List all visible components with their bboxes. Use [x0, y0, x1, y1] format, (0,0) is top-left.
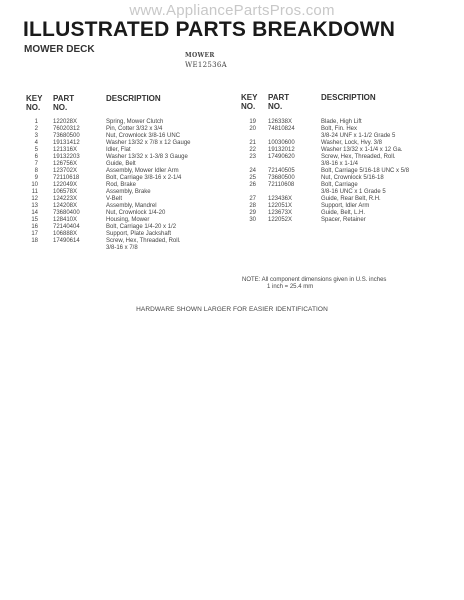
part-description: Support, Idler Arm — [321, 203, 370, 209]
part-no: 72140404 — [53, 224, 80, 230]
key-no: 19 — [249, 119, 256, 125]
part-no: 72110618 — [53, 175, 80, 181]
part-description: Support, Plate Jackshaft — [106, 231, 172, 237]
part-no: 73680400 — [53, 210, 80, 216]
part-description: Rod, Brake — [106, 182, 137, 188]
part-no: 72110608 — [268, 182, 295, 188]
note-line-2: 1 inch = 25.4 mm — [267, 284, 314, 290]
key-no: 27 — [249, 196, 256, 202]
part-description: Guide, Belt, L.H. — [321, 210, 366, 216]
part-description: Spacer, Retainer — [321, 217, 366, 223]
part-no: 19132203 — [53, 154, 80, 160]
header-description: DESCRIPTION — [106, 94, 161, 103]
key-no: 8 — [34, 168, 38, 174]
part-description: V-Belt — [106, 196, 123, 202]
part-description: Bolt, Carriage 1/4-20 x 1/2 — [106, 224, 177, 230]
key-no: 9 — [34, 175, 38, 181]
part-no: 122028X — [53, 119, 78, 125]
part-no: 17490614 — [53, 238, 80, 244]
part-description: Nut, Crownlock 3/8-16 UNC — [106, 133, 181, 139]
part-no: 126338X — [268, 119, 293, 125]
part-description: Screw, Hex, Threaded, Roll. 3/8-16 x 1-1/4 — [321, 154, 396, 167]
part-no: 122052X — [268, 217, 293, 223]
part-no: 17490620 — [268, 154, 295, 160]
part-description: Idler, Flat — [106, 147, 131, 153]
part-description: Washer 13/32 x 1-1/4 x 12 Ga. — [321, 147, 403, 153]
key-no: 18 — [31, 238, 38, 244]
part-description: Pin, Cotter 3/32 x 3/4 — [106, 126, 163, 132]
part-description: Washer, Lock, Hvy. 3/8 — [321, 140, 383, 146]
part-no: 73680500 — [53, 133, 80, 139]
key-no: 25 — [249, 175, 256, 181]
key-no: 22 — [249, 147, 256, 153]
part-description: Housing, Mower — [106, 217, 150, 223]
key-no: 23 — [249, 154, 256, 160]
key-no: 6 — [34, 154, 38, 160]
part-description: Assembly, Mandrel — [106, 203, 157, 209]
part-description: Guide, Belt — [106, 161, 136, 167]
key-no: 7 — [34, 161, 38, 167]
key-no: 5 — [34, 147, 38, 153]
key-no: 11 — [31, 189, 38, 195]
part-no: 123673X — [268, 210, 293, 216]
part-description: Assembly, Brake — [106, 189, 151, 195]
header-key-no: KEY NO. — [26, 94, 43, 112]
key-no: 29 — [249, 210, 256, 216]
part-no: 106578X — [53, 189, 78, 195]
key-no: 10 — [31, 182, 38, 188]
key-no: 12 — [31, 196, 38, 202]
part-no: 19132012 — [268, 147, 295, 153]
part-description: Nut, Crownlock 5/16-18 — [321, 175, 384, 181]
header-key-no-right: KEY NO. — [241, 93, 258, 111]
part-no: 123436X — [268, 196, 293, 202]
part-no: 123702X — [53, 168, 78, 174]
part-description: Bolt, Carriage 5/16-18 UNC x 5/8 — [321, 168, 410, 174]
part-description: Guide, Rear Belt, R.H. — [321, 196, 381, 202]
header-part-no-right: PART NO. — [268, 93, 290, 111]
key-no: 24 — [249, 168, 256, 174]
key-no: 17 — [31, 231, 38, 237]
part-no: 122051X — [268, 203, 293, 209]
part-description: Assembly, Mower Idler Arm — [106, 168, 179, 174]
header-part-no: PART NO. — [53, 94, 75, 112]
key-no: 30 — [249, 217, 256, 223]
key-no: 16 — [31, 224, 38, 230]
part-description: Screw, Hex, Threaded, Roll. 3/8-16 x 7/8 — [106, 238, 181, 251]
part-no: 73680500 — [268, 175, 295, 181]
key-no: 1 — [34, 119, 38, 125]
key-no: 20 — [249, 126, 256, 132]
part-no: 124223X — [53, 196, 78, 202]
part-description: Bolt, Fin. Hex 3/8-24 UNF x 1-1/2 Grade 5 — [321, 126, 396, 139]
part-no: 121316X — [53, 147, 78, 153]
note-line-1: NOTE: All component dimensions given in U.S. inches — [242, 277, 387, 283]
key-no: 4 — [34, 140, 38, 146]
key-no: 3 — [34, 133, 38, 139]
part-description: Washer 13/32 x 1-3/8 3 Gauge — [106, 154, 188, 160]
key-no: 2 — [34, 126, 38, 132]
watermark: www.AppliancePartsPros.com — [129, 2, 335, 19]
part-no: 72140505 — [268, 168, 295, 174]
section-title: MOWER DECK — [24, 44, 95, 55]
part-no: 126756X — [53, 161, 78, 167]
key-no: 14 — [31, 210, 38, 216]
note — [242, 277, 447, 291]
key-no: 28 — [249, 203, 256, 209]
part-no: 122049X — [53, 182, 78, 188]
page-title: ILLUSTRATED PARTS BREAKDOWN — [23, 18, 396, 41]
part-description: Bolt, Carriage 3/8-16 x 2-1/4 — [106, 175, 182, 181]
part-description: Spring, Mower Clutch — [106, 119, 164, 125]
key-no: 13 — [31, 203, 38, 209]
part-no: 19131412 — [53, 140, 80, 146]
key-no: 15 — [31, 217, 38, 223]
part-no: 74810824 — [268, 126, 295, 132]
part-description: Nut, Crownlock 1/4-20 — [106, 210, 166, 216]
part-description: Blade, High Lift — [321, 119, 362, 125]
part-no: 10030600 — [268, 140, 295, 146]
model-label: MOWER — [185, 52, 215, 59]
part-no: 106888X — [53, 231, 78, 237]
part-description: Bolt, Carriage 3/8-16 UNC x 1 Grade 5 — [321, 182, 386, 195]
key-no: 26 — [249, 182, 256, 188]
part-no: 76020312 — [53, 126, 80, 132]
part-description: Washer 13/32 x 7/8 x 12 Gauge — [106, 140, 191, 146]
part-no: 124208X — [53, 203, 78, 209]
footer-note: HARDWARE SHOWN LARGER FOR EASIER IDENTIFICATION — [136, 306, 328, 313]
model-number: WE12536A — [185, 61, 228, 69]
part-no: 128410X — [53, 217, 78, 223]
header-description-right: DESCRIPTION — [321, 93, 376, 102]
key-no: 21 — [249, 140, 256, 146]
